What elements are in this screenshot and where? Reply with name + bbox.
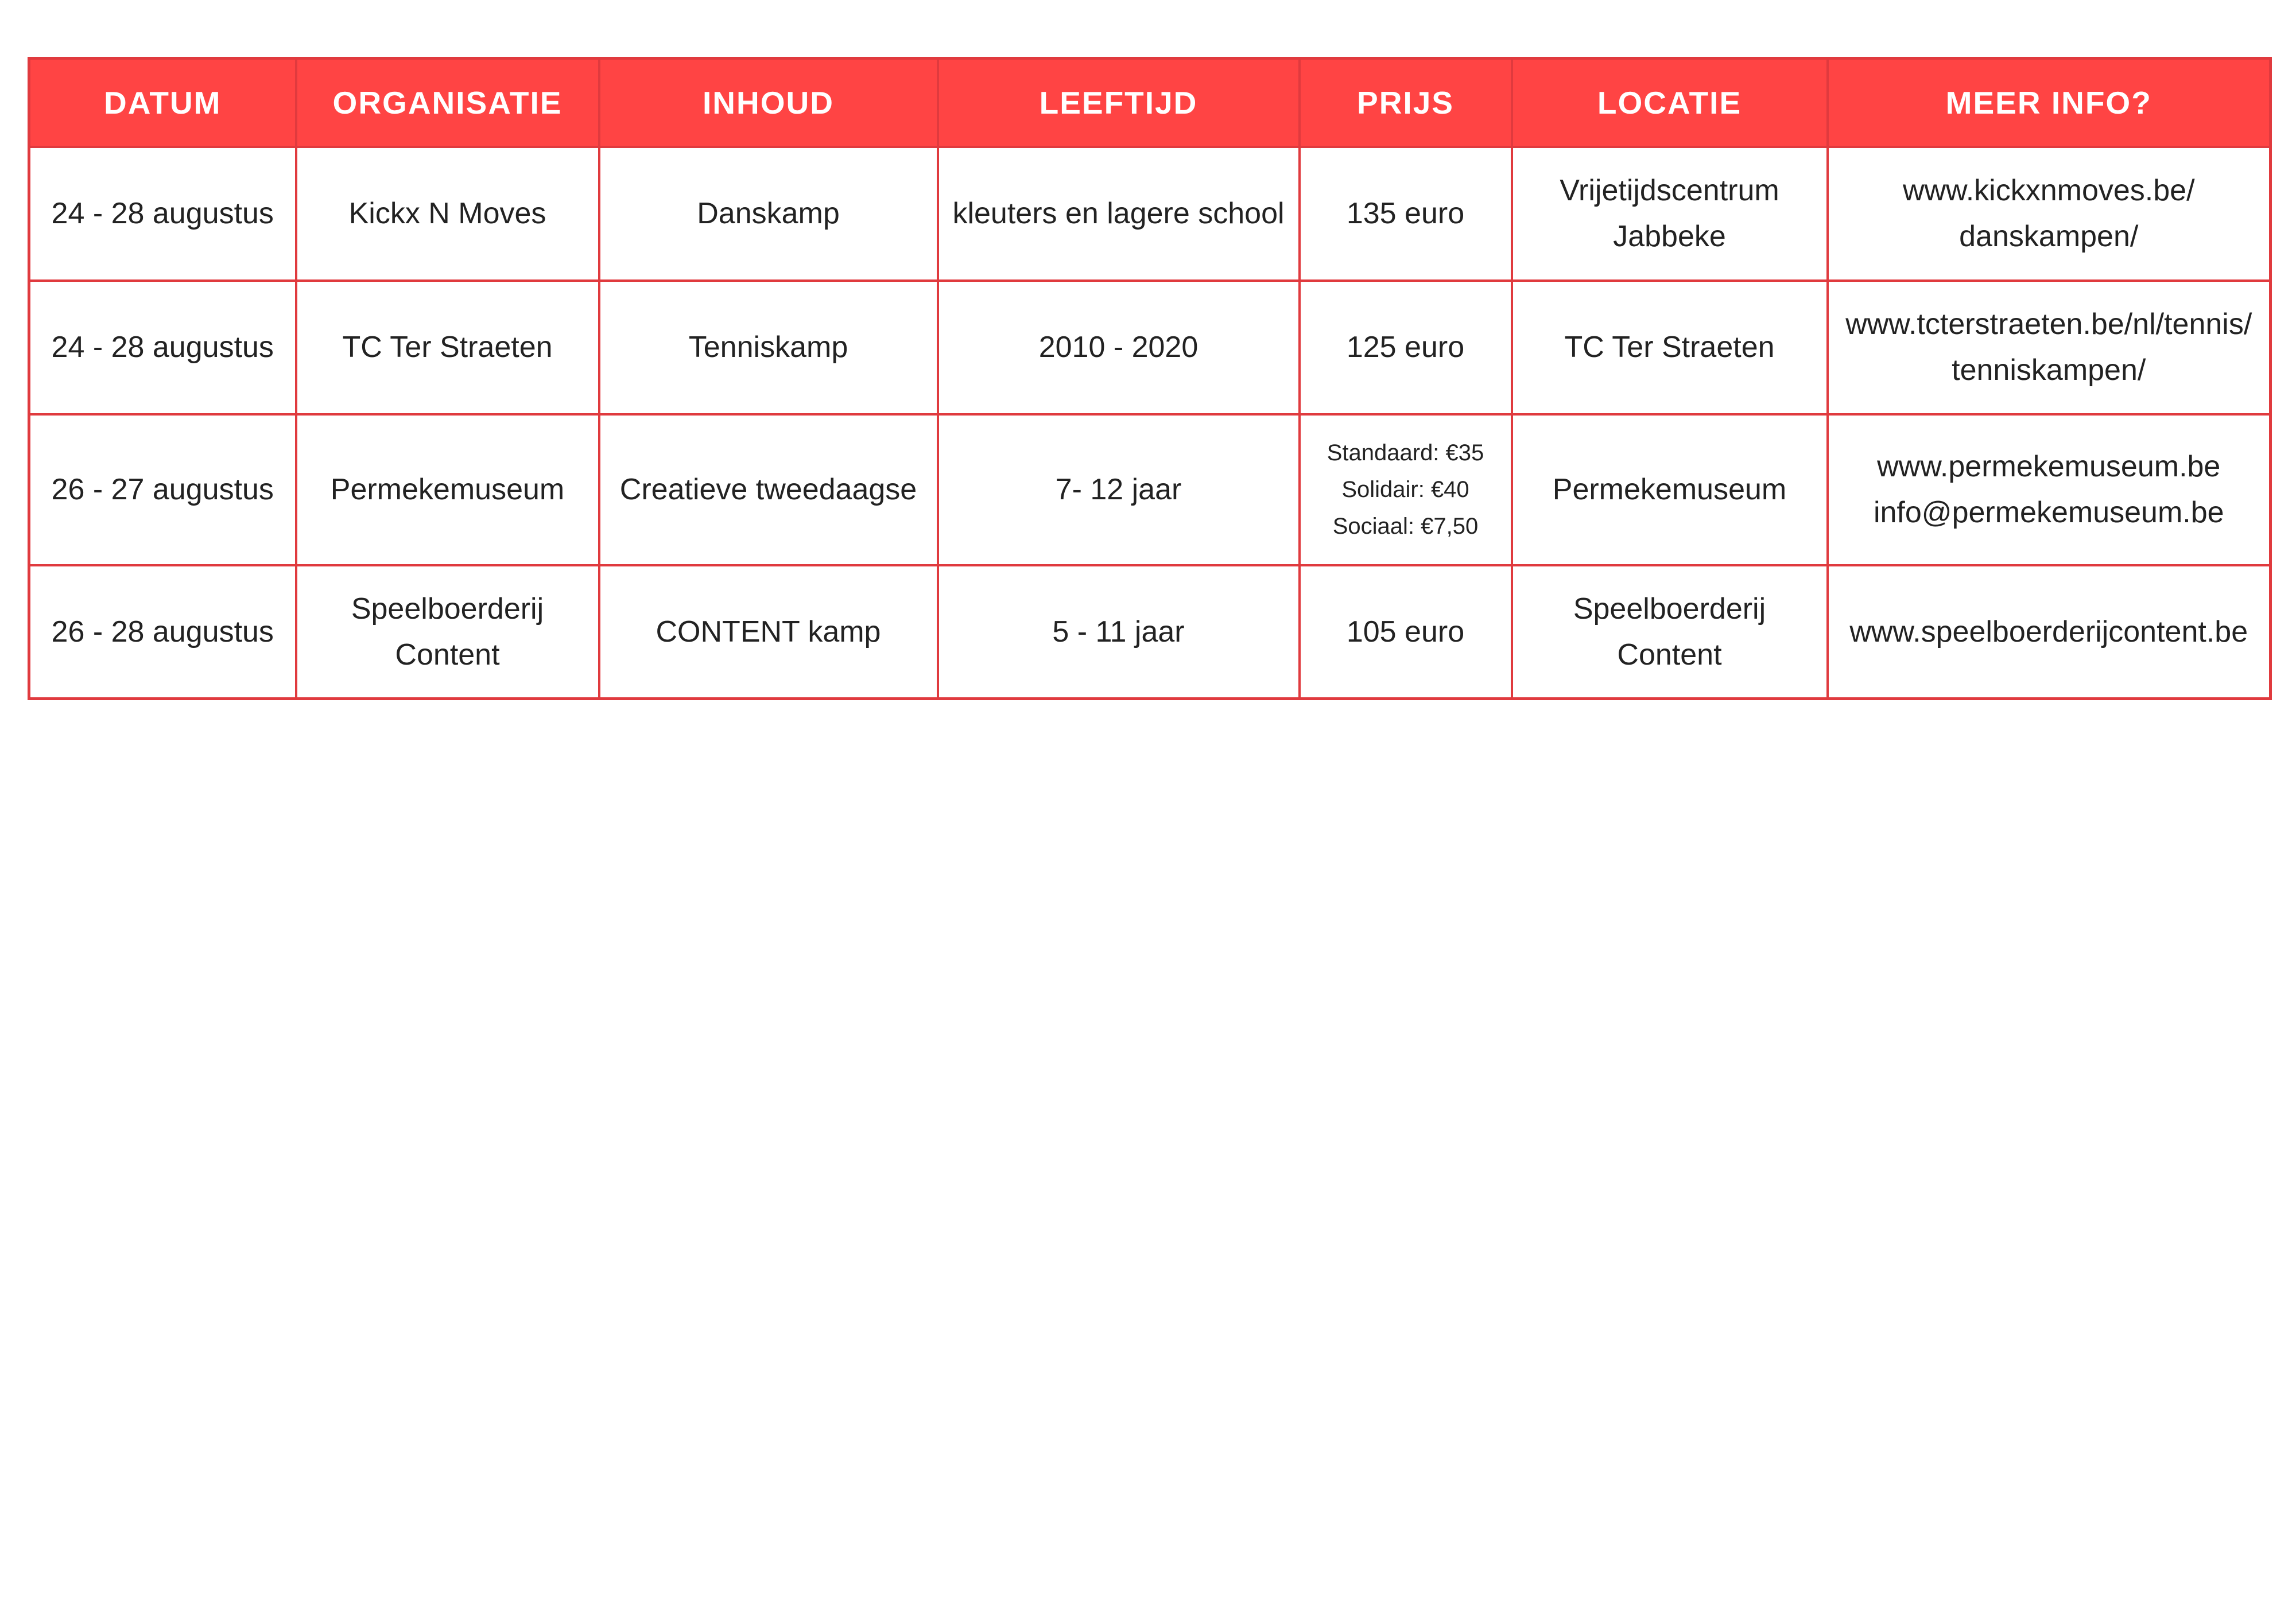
cell-datum: 26 - 27 augustus xyxy=(29,414,296,565)
cell-organisatie: Permekemuseum xyxy=(296,414,599,565)
cell-locatie: TC Ter Straeten xyxy=(1512,281,1828,414)
table-header-row xyxy=(29,59,2271,147)
cell-inhoud: Creatieve tweedaagse xyxy=(599,414,938,565)
cell-info-link[interactable]: www.kickxnmoves.be/ danskampen/ xyxy=(1828,147,2271,281)
cell-organisatie: Kickx N Moves xyxy=(296,147,599,281)
header-locatie: LOCATIE xyxy=(1512,59,1828,147)
cell-prijs: 105 euro xyxy=(1300,565,1512,699)
header-meer-info: MEER INFO? xyxy=(1828,59,2271,147)
table-row xyxy=(29,147,2271,281)
table-row xyxy=(29,414,2271,565)
cell-locatie: Vrijetijdscentrum Jabbeke xyxy=(1512,147,1828,281)
cell-inhoud: CONTENT kamp xyxy=(599,565,938,699)
cell-prijs: 125 euro xyxy=(1300,281,1512,414)
cell-leeftijd: kleuters en lagere school xyxy=(938,147,1300,281)
header-datum: DATUM xyxy=(29,59,296,147)
cell-leeftijd: 7- 12 jaar xyxy=(938,414,1300,565)
cell-prijs: 135 euro xyxy=(1300,147,1512,281)
cell-inhoud: Danskamp xyxy=(599,147,938,281)
header-organisatie: ORGANISATIE xyxy=(296,59,599,147)
cell-organisatie: Speelboerderij Content xyxy=(296,565,599,699)
summer-camp-table xyxy=(28,57,2272,700)
cell-info-link[interactable]: www.tcterstraeten.be/nl/tennis/ tenniskampen/ xyxy=(1828,281,2271,414)
cell-inhoud: Tenniskamp xyxy=(599,281,938,414)
cell-info-link[interactable]: www.permekemuseum.be info@permekemuseum.be xyxy=(1828,414,2271,565)
header-inhoud: INHOUD xyxy=(599,59,938,147)
cell-prijs: Standaard: €35 Solidair: €40 Sociaal: €7,50 xyxy=(1300,414,1512,565)
cell-leeftijd: 2010 - 2020 xyxy=(938,281,1300,414)
header-leeftijd: LEEFTIJD xyxy=(938,59,1300,147)
cell-locatie: Permekemuseum xyxy=(1512,414,1828,565)
cell-datum: 26 - 28 augustus xyxy=(29,565,296,699)
cell-locatie: Speelboerderij Content xyxy=(1512,565,1828,699)
table-row xyxy=(29,565,2271,699)
table-row xyxy=(29,281,2271,414)
cell-info-link[interactable]: www.speelboerderijcontent.be xyxy=(1828,565,2271,699)
cell-datum: 24 - 28 augustus xyxy=(29,147,296,281)
cell-leeftijd: 5 - 11 jaar xyxy=(938,565,1300,699)
cell-organisatie: TC Ter Straeten xyxy=(296,281,599,414)
header-prijs: PRIJS xyxy=(1300,59,1512,147)
cell-datum: 24 - 28 augustus xyxy=(29,281,296,414)
